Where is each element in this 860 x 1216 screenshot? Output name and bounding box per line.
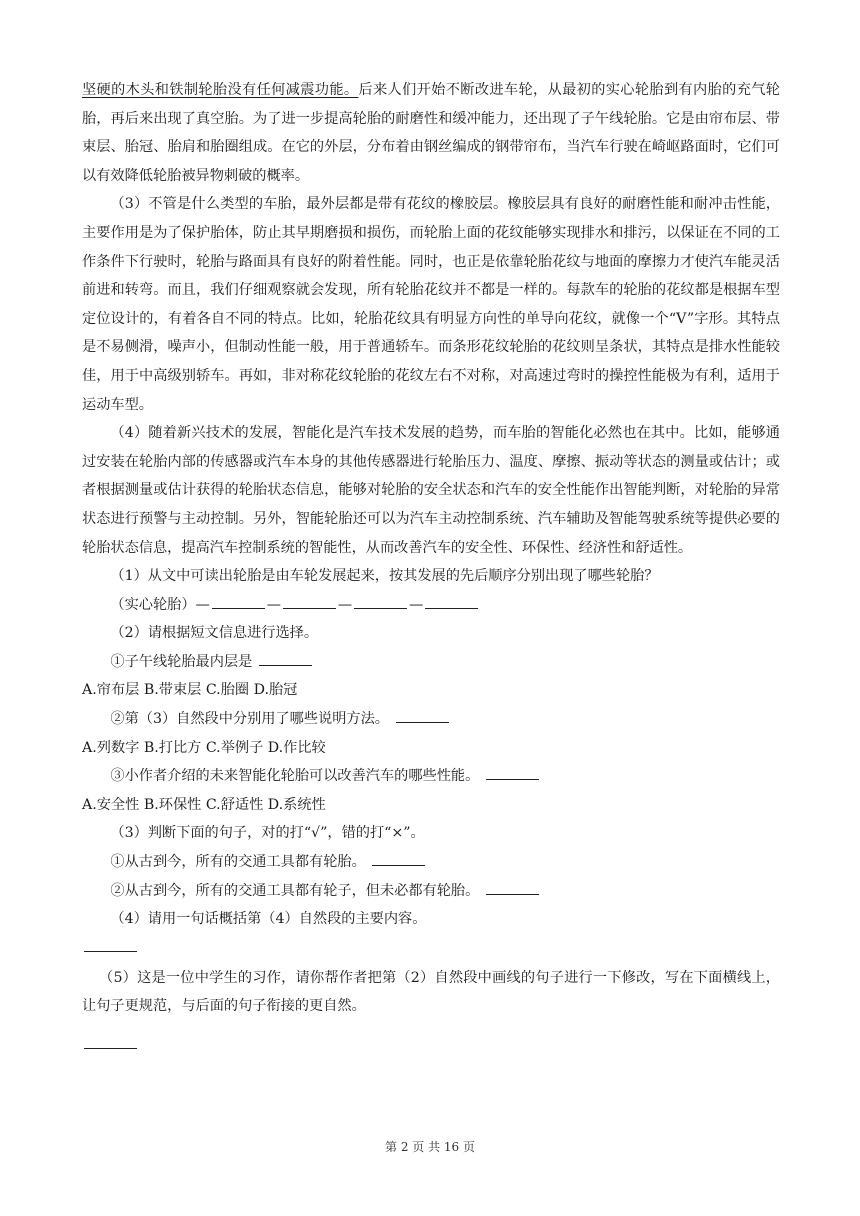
paragraph-4: （4）随着新兴技术的发展，智能化是汽车技术发展的趋势，而车胎的智能化必然也在其中。比如，能够通过安装在轮胎内部的传感器或汽车本身的其他传感器进行轮胎压力、温度、摩擦、振动等状态的测量或估计；或者根据测量或估计获得的轮胎状态信息，能够对轮胎的安全状态和汽车的安全性能作出智能判断，对轮胎的异常状态进行预警与主动控制。另外，智能轮胎还可以为汽车主动控制系统、汽车辅助及智能驾驶系统等提供必要的轮胎状态信息，提高汽车控制系统的智能性，从而改善汽车的安全性、环保性、经济性和舒适性。 <box>82 425 780 556</box>
question-3-2 <box>82 877 780 906</box>
dash: — <box>266 596 281 613</box>
spacer <box>82 1021 780 1031</box>
dash: — <box>337 596 353 613</box>
document-page <box>82 76 780 1061</box>
question-2-1-text: ①子午线轮胎最内层是 <box>110 653 253 670</box>
answer-blank-2-1[interactable] <box>259 664 312 666</box>
question-1: （1）从文中可读出轮胎是由车轮发展起来，按其发展的先后顺序分别出现了哪些轮胎？ <box>110 568 659 585</box>
question-5: （5）这是一位中学生的习作，请你帮作者把第（2）自然段中画线的句子进行一下修改，写在下面横线上，让句子更规范，与后面的句子衔接的更自然。 <box>82 969 780 1015</box>
question-1-start: （实心轮胎）— <box>110 596 210 613</box>
question-4: （4）请用一句话概括第（4）自然段的主要内容。 <box>110 911 427 928</box>
question-3-2-text: ②从古到今，所有的交通工具都有轮子，但未必都有轮胎。 <box>110 882 480 899</box>
answer-blank-5[interactable] <box>84 1047 137 1049</box>
paragraph-3: （3）不管是什么类型的车胎，最外层都是带有花纹的橡胶层。橡胶层具有良好的耐磨性能和耐冲击性能，主要作用是为了保护胎体，防止其早期磨损和损伤，而轮胎上面的花纹能够实现排水和排污，以保证在不同的工作条件下行驶时，轮胎与路面具有良好的附着性能。同时，也正是依靠轮胎花纹与地面的摩擦力才使汽车能灵活前进和转弯。而且，我们仔细观察就会发现，所有轮胎花纹并不都是一样的。每款车的轮胎的花纹都是根据车型定位设计的，有着各自不同的特点。比如，轮胎花纹具有明显方向性的单导向花纹，就像一个“V”字形。其特点是不易侧滑，噪声小，但制动性能一般，用于普通轿车。而条形花纹轮胎的花纹则呈条状，其特点是排水性能较佳，用于中高级别轿车。再如，非对称花纹轮胎的花纹左右不对称，对高速过弯时的操控性能极为有利，适用于运动车型。 <box>82 196 780 413</box>
question-2-1-options: A.帘布层 B.带束层 C.胎圈 D.胎冠 <box>82 682 298 699</box>
answer-blank-1c[interactable] <box>354 607 407 609</box>
answer-blank-2-2[interactable] <box>396 721 449 723</box>
question-3: （3）判断下面的句子，对的打“√”，错的打“×”。 <box>110 825 425 842</box>
answer-blank-3-2[interactable] <box>486 893 539 895</box>
question-3-1-text: ①从古到今，所有的交通工具都有轮胎。 <box>110 854 366 871</box>
paragraph-2-text: 后来人们开始不断改进车轮，从最初的实心轮胎到有内胎的充气轮胎，再后来出现了真空胎。为了进一步提高轮胎的耐磨性和缓冲能力，还出现了子午线轮胎。它是由帘布层、带束层、胎冠、胎肩和胎圈组成。在它的外层，分布着由钢丝编成的钢带帘布，当汽车行驶在崎岖路面时，它们可以有效降低轮胎被异物刺破的概率。 <box>82 82 780 184</box>
question-2-3-text: ③小作者介绍的未来智能化轮胎可以改善汽车的哪些性能。 <box>110 768 480 785</box>
answer-blank-1a[interactable] <box>212 607 265 609</box>
question-2-2 <box>82 705 780 734</box>
answer-blank-1d[interactable] <box>425 607 478 609</box>
question-2-3 <box>82 762 780 791</box>
question-2-2-text: ②第（3）自然段中分别用了哪些说明方法。 <box>110 711 389 728</box>
underlined-sentence: 坚硬的木头和铁制轮胎没有任何减震功能。 <box>82 82 359 98</box>
question-2-2-options: A.列数字 B.打比方 C.举例子 D.作比较 <box>82 739 326 756</box>
answer-blank-3-1[interactable] <box>372 864 425 866</box>
question-2: （2）请根据短文信息进行选择。 <box>110 625 319 642</box>
question-2-1 <box>82 648 780 677</box>
dash: — <box>409 596 424 613</box>
question-1-answer-row <box>82 591 780 620</box>
answer-blank-1b[interactable] <box>283 607 336 609</box>
page-footer: 第 2 页 共 16 页 <box>385 1140 475 1154</box>
question-2-3-options: A.安全性 B.环保性 C.舒适性 D.系统性 <box>82 796 326 813</box>
answer-blank-2-3[interactable] <box>486 778 539 780</box>
paragraph-2-continued <box>82 76 780 190</box>
question-3-1 <box>82 848 780 877</box>
question-5-answer-row <box>82 1031 780 1061</box>
answer-blank-4[interactable] <box>84 950 137 952</box>
question-4-answer-row <box>82 934 780 964</box>
